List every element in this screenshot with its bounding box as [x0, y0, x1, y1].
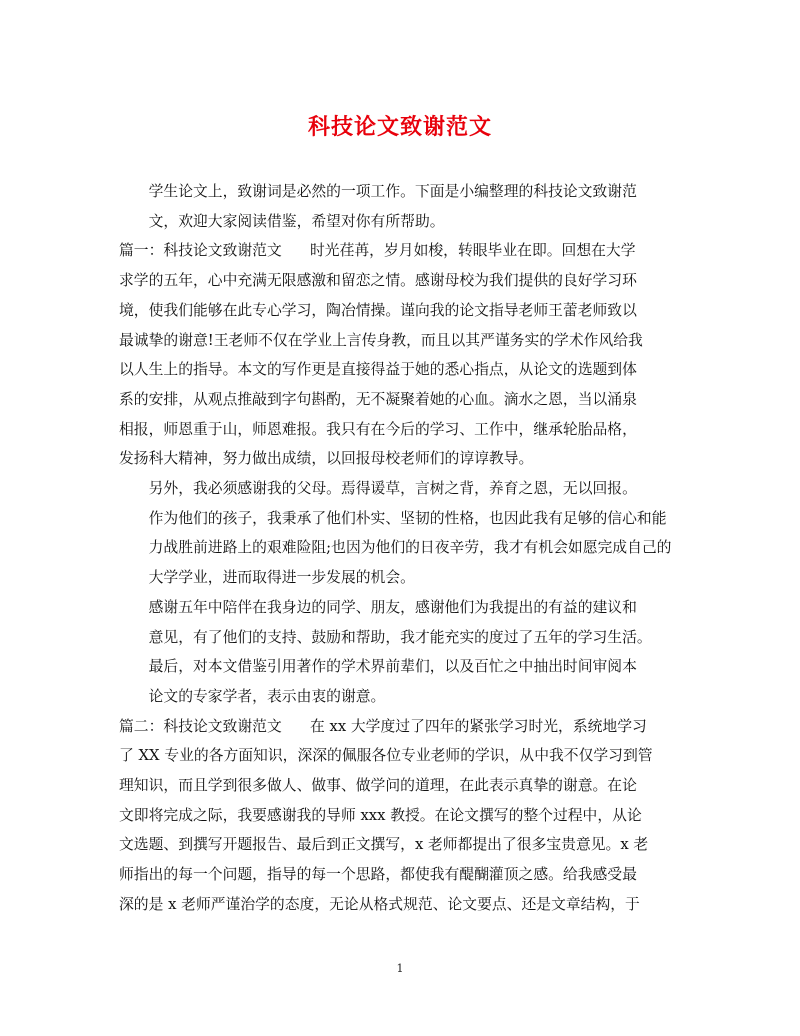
page-number: 1	[396, 962, 404, 975]
section-two-heading-line: 篇二：科技论文致谢范文 在 xx 大学度过了四年的紧张学习时光，系统地学习	[119, 717, 647, 735]
text-line: 文选题、到撰写开题报告、最后到正文撰写，x 老师都提出了很多宝贵意见。x 老	[119, 836, 649, 854]
text-line: 发扬科大精神，努力做出成绩，以回报母校老师们的谆谆教导。	[119, 450, 534, 468]
intro-paragraph	[119, 177, 681, 236]
text-line: 以人生上的指导。本文的写作更是直接得益于她的悉心指点，从论文的选题到体	[119, 361, 637, 379]
text-line: 理知识，而且学到很多做人、做事、做学问的道理，在此表示真挚的谢意。在论	[119, 777, 637, 795]
text-line: 最后，对本文借鉴引用著作的学术界前辈们，以及百忙之中抽出时间审阅本	[148, 658, 637, 676]
text-line: 了 XX 专业的各方面知识，深深的佩服各位专业老师的学识，从中我不仅学习到管	[119, 747, 653, 765]
text-line: 作为他们的孩子，我秉承了他们朴实、坚韧的性格，也因此我有足够的信心和能	[148, 509, 667, 527]
text-line: 师指出的每一个问题，指导的每一个思路，都使我有醍醐灌顶之感。给我感受最	[119, 866, 637, 884]
text-line: 大学学业，进而取得进一步发展的机会。	[148, 569, 415, 587]
text-line: 文，欢迎大家阅读借鉴，希望对你有所帮助。	[148, 212, 445, 230]
text-line: 求学的五年，心中充满无限感激和留恋之情。感谢母校为我们提供的良好学习环	[119, 272, 637, 290]
text-line: 相报，师恩重于山，师恩难报。我只有在今后的学习、工作中，继承轮胎品格，	[119, 420, 637, 438]
text-line: 感谢五年中陪伴在我身边的同学、朋友，感谢他们为我提出的有益的建议和	[148, 598, 637, 616]
text-line: 文即将完成之际，我要感谢我的导师 xxx 教授。在论文撰写的整个过程中，从论	[119, 806, 642, 824]
text-line: 学生论文上，致谢词是必然的一项工作。下面是小编整理的科技论文致谢范	[148, 183, 637, 200]
text-line: 意见，有了他们的支持、鼓励和帮助，我才能充实的度过了五年的学习生活。	[148, 628, 652, 646]
text-line: 论文的专家学者，表示由衷的谢意。	[148, 687, 386, 705]
text-line: 另外，我必须感谢我的父母。焉得谖草，言树之背，养育之恩，无以回报。	[148, 480, 637, 498]
closing-paragraph	[119, 652, 681, 711]
document-body	[119, 177, 681, 920]
parents-paragraph	[119, 474, 681, 593]
page-title: 科技论文致谢范文	[307, 114, 492, 140]
friends-paragraph	[119, 593, 681, 652]
text-line: 深的是 x 老师严谨治学的态度，无论从格式规范、论文要点、还是文章结构，于	[119, 895, 640, 913]
section-two-paragraph	[119, 712, 681, 920]
text-line: 力战胜前进路上的艰难险阻;也因为他们的日夜辛劳，我才有机会如愿完成自己的	[148, 539, 672, 557]
section-one-heading-line: 篇一：科技论文致谢范文 时光荏苒，岁月如梭，转眼毕业在即。回想在大学	[119, 242, 636, 260]
section-one-paragraph	[119, 236, 681, 474]
text-line: 系的安排，从观点推敲到字句斟酌，无不凝聚着她的心血。滴水之恩，当以涌泉	[119, 390, 637, 408]
text-line: 最诚挚的谢意!王老师不仅在学业上言传身教，而且以其严谨务实的学术作风给我	[119, 331, 643, 349]
text-line: 境，使我们能够在此专心学习，陶冶情操。谨向我的论文指导老师王蕾老师致以	[119, 301, 637, 319]
